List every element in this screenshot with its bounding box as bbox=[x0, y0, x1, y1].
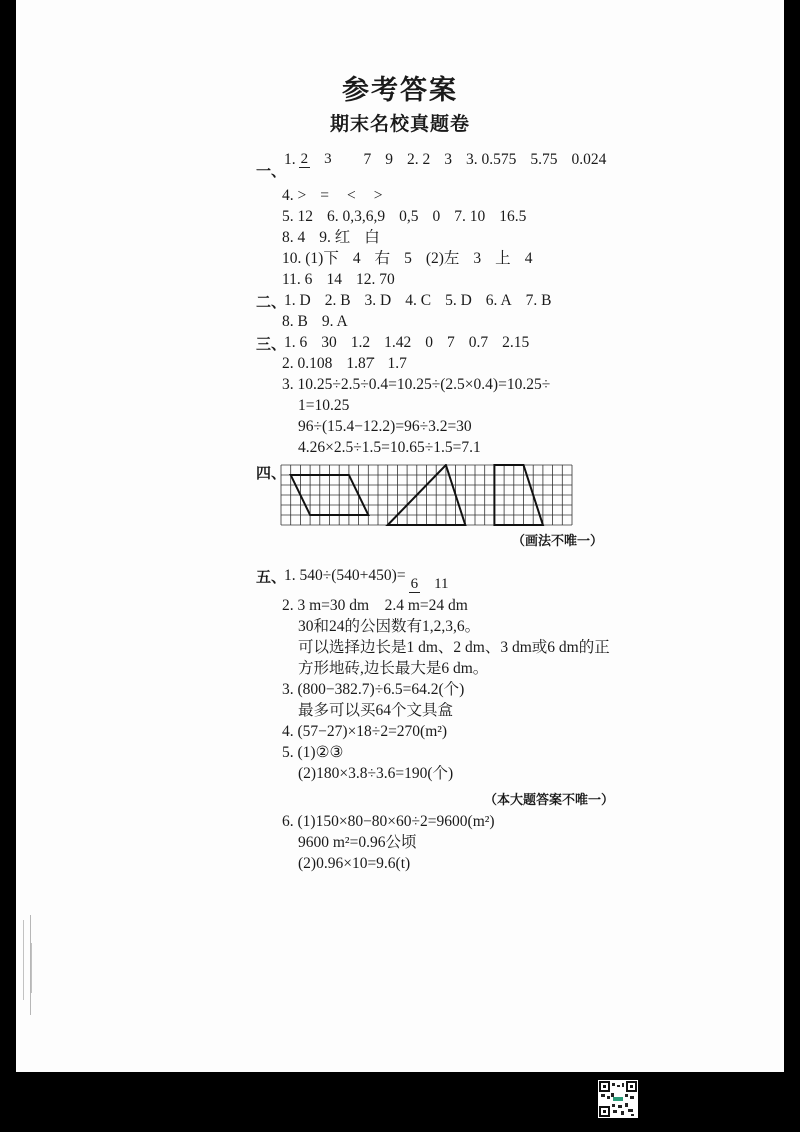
s2-line-1: 1. D 2. B 3. D 4. C 5. D 6. A 7. B bbox=[284, 292, 552, 309]
s5-line-1: 2. 3 m=30 dm 2.4 m=24 dm bbox=[282, 597, 468, 614]
drawing-grid bbox=[280, 464, 575, 533]
s1-line-2: 4. > = < > bbox=[282, 187, 383, 204]
s3-line-6: 4.26×2.5÷1.5=10.65÷1.5=7.1 bbox=[298, 439, 481, 456]
s3-line-2: 2. 0.108 1.87̇ 1.7 bbox=[282, 355, 407, 372]
s5-line-6: 最多可以买64个文具盒 bbox=[298, 702, 454, 719]
s5-line-2: 30和24的公因数有1,2,3,6。 bbox=[298, 618, 481, 635]
qr-code-icon bbox=[598, 1080, 638, 1118]
s3-line-1: 1. 6 30 1.2 1.42 0 7 0.7 2.15 bbox=[284, 334, 530, 351]
section-1-marker: 一、 bbox=[256, 162, 287, 180]
s5-line-7: 4. (57−27)×18÷2=270(m²) bbox=[282, 723, 448, 740]
grid-figure-icon bbox=[280, 464, 575, 528]
s1-q1-label: 1. bbox=[284, 151, 296, 168]
s5-line-3: 可以选择边长是1 dm、2 dm、3 dm或6 dm的正 bbox=[298, 639, 610, 656]
s2-line-2: 8. B 9. A bbox=[282, 313, 348, 330]
s5-line-11: 9600 m²=0.96公顷 bbox=[298, 834, 417, 851]
section-4-marker: 四、 bbox=[256, 464, 287, 482]
fraction: 2 3 bbox=[300, 151, 332, 168]
scan-mark bbox=[31, 943, 32, 993]
answer-sheet-page bbox=[16, 0, 784, 1072]
scan-mark bbox=[23, 920, 24, 1000]
s3-line-4: 1=10.25 bbox=[298, 397, 350, 414]
section-5-note: （本大题答案不唯一） bbox=[484, 793, 615, 808]
section-5-marker: 五、 bbox=[256, 568, 287, 586]
s3-line-3: 3. 10.25÷2.5÷0.4=10.25÷(2.5×0.4)=10.25÷ bbox=[282, 376, 551, 393]
page-subtitle: 期末名校真题卷 bbox=[329, 113, 470, 135]
s5-line-12: (2)0.96×10=9.6(t) bbox=[298, 855, 411, 872]
s3-line-5: 96÷(15.4−12.2)=96÷3.2=30 bbox=[298, 418, 472, 435]
s5-q1: 1. 540÷(540+450)= 6 11 bbox=[284, 566, 477, 593]
section-2-marker: 二、 bbox=[256, 293, 287, 311]
section-3-marker: 三、 bbox=[256, 335, 287, 353]
fraction: 6 11 bbox=[410, 576, 449, 592]
s5-line-8: 5. (1)②③ bbox=[282, 744, 344, 761]
s5-line-10: 6. (1)150×80−80×60÷2=9600(m²) bbox=[282, 813, 495, 830]
s5-line-4: 方形地砖,边长最大是6 dm。 bbox=[298, 660, 489, 677]
s1-line-3: 5. 12 6. 0,3,6,9 0,5 0 7. 10 16.5 bbox=[282, 208, 527, 225]
s5-line-5: 3. (800−382.7)÷6.5=64.2(个) bbox=[282, 681, 465, 698]
s1-line-1: 1. 2 3 7 9 2. 2 3 3. 0.575 5.75 0.024 bbox=[284, 151, 607, 168]
drawing-note: （画法不唯一） bbox=[512, 534, 604, 549]
s5-line-9: (2)180×3.8÷3.6=190(个) bbox=[298, 765, 454, 782]
page-title: 参考答案 bbox=[342, 75, 458, 106]
s1-line-5: 10. (1)下 4 右 5 (2)左 3 上 4 bbox=[282, 250, 533, 267]
s1-line-6: 11. 6 14 12. 70 bbox=[282, 271, 395, 288]
s1-line-4: 8. 4 9. 红 白 bbox=[282, 229, 380, 246]
